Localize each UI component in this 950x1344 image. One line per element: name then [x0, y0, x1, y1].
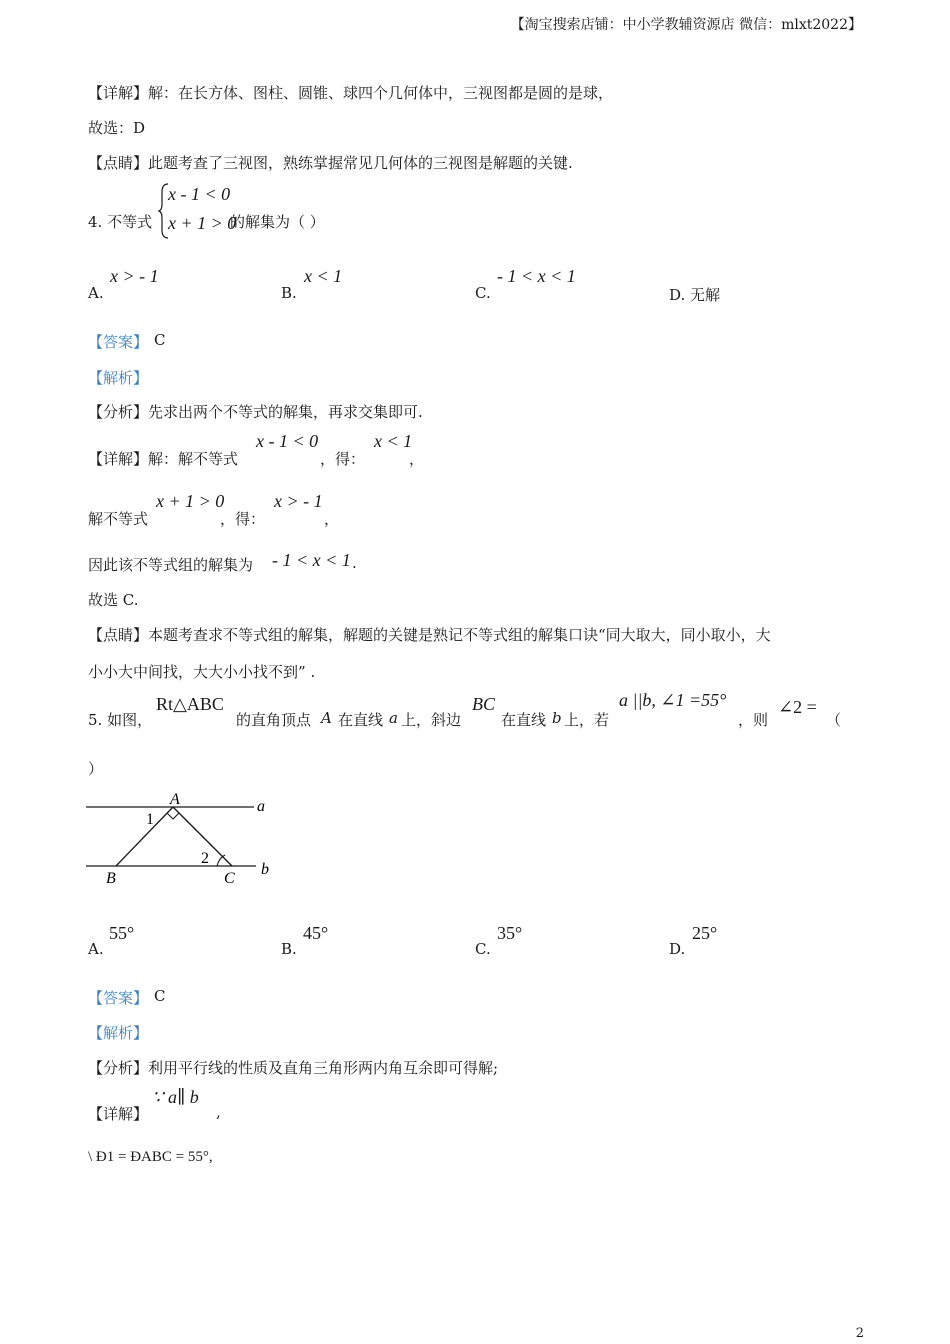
q5-detail-math: ∵ a∥ b	[152, 1087, 199, 1107]
angle-2-arc	[217, 855, 225, 866]
label-B: B	[106, 870, 116, 887]
label-a: a	[257, 798, 265, 815]
system-ineq-2: x + 1 > 0	[168, 213, 237, 233]
q5-detail-pre: 【详解】	[88, 1105, 149, 1123]
q5-option-b-label: B.	[281, 940, 297, 958]
q5-analysis: 【分析】利用平行线的性质及直角三角形两内角互余即可得解;	[88, 1059, 499, 1077]
q4-detail2-mid: ，得：	[220, 510, 266, 528]
q5-t3: 上，斜边	[401, 711, 462, 729]
q4-stem-number: 4. 不等式	[88, 213, 153, 231]
side-ab	[116, 807, 173, 866]
inequality-system	[158, 182, 238, 240]
label-b: b	[261, 861, 269, 878]
q5-t7: （	[826, 711, 842, 729]
q5-t6: ，则	[738, 711, 769, 729]
q4-option-b-math: x < 1	[304, 266, 343, 286]
q4-comment-1: 【点睛】本题考查求不等式组的解集，解题的关键是熟记不等式组的解集口诀“同大取大，同小取小，大	[88, 626, 771, 644]
q5-m-rt: Rt△ABC	[156, 694, 224, 714]
q5-option-b-math: 45°	[303, 923, 329, 943]
q5-option-a-label: A.	[88, 940, 104, 958]
triangle-figure	[80, 788, 280, 890]
q4-option-a-label: A.	[88, 284, 104, 302]
q3-choice: 故选：D	[88, 119, 146, 137]
q4-detail1-m2: x < 1	[374, 431, 413, 451]
q5-analysis-tag: 【解析】	[88, 1024, 149, 1042]
q4-detail3-pre: 因此该不等式组的解集为	[88, 556, 254, 574]
q5-answer: C	[154, 987, 166, 1005]
q5-option-c-label: C.	[475, 940, 491, 958]
q4-analysis-tag: 【解析】	[88, 369, 149, 387]
q5-t2: 在直线	[338, 711, 384, 729]
q4-option-b-label: B.	[281, 284, 297, 302]
q5-m-cond: a ||b, ∠1 =55°	[619, 690, 727, 710]
q5-m-BC: BC	[472, 694, 496, 714]
q5-option-c-math: 35°	[497, 923, 523, 943]
q4-option-d-label: D. 无解	[669, 286, 721, 304]
label-2: 2	[201, 850, 209, 867]
q4-detail2-post: ，	[324, 510, 340, 528]
q4-answer: C	[154, 331, 166, 349]
q4-analysis: 【分析】先求出两个不等式的解集，再求交集即可.	[88, 403, 423, 421]
q5-detail-post: ,	[216, 1103, 221, 1121]
q5-answer-tag: 【答案】	[88, 989, 149, 1007]
q4-detail1-pre: 【详解】解：解不等式	[88, 450, 239, 468]
system-ineq-1: x - 1 < 0	[168, 184, 231, 204]
q4-detail1-mid: ，得：	[320, 450, 366, 468]
page-header: 【淘宝搜索店铺：中小学教辅资源店 微信：mlxt2022】	[510, 17, 862, 33]
q5-m-q: ∠2 =	[778, 697, 817, 717]
q5-proof-line: \ Ð1 = ÐABC = 55°,	[88, 1149, 213, 1165]
q4-detail2-pre: 解不等式	[88, 510, 149, 528]
q4-detail3-post: .	[352, 554, 357, 572]
q4-detail2-m2: x > - 1	[274, 491, 323, 511]
label-1: 1	[146, 811, 154, 828]
q4-choice: 故选 C.	[88, 591, 139, 609]
q5-t1: 的直角顶点	[236, 711, 312, 729]
q4-answer-tag: 【答案】	[88, 333, 149, 351]
q4-option-c-label: C.	[475, 284, 491, 302]
q5-t5: 上，若	[564, 711, 610, 729]
q5-m-b: b	[552, 709, 562, 727]
q4-detail1-m1: x - 1 < 0	[256, 431, 319, 451]
q5-t4: 在直线	[501, 711, 547, 729]
q5-stem-number: 5. 如图，	[88, 711, 153, 729]
q5-option-d-math: 25°	[692, 923, 718, 943]
right-angle-mark	[167, 813, 179, 819]
label-A: A	[170, 791, 180, 808]
q5-m-A: A	[321, 709, 332, 727]
q5-option-d-label: D.	[669, 940, 686, 958]
q4-detail2-m1: x + 1 > 0	[156, 491, 225, 511]
q4-detail3-m: - 1 < x < 1	[272, 550, 351, 570]
q3-detail: 【详解】解：在长方体、图柱、圆锥、球四个几何体中，三视图都是圆的是球，	[88, 84, 614, 102]
q5-option-a-math: 55°	[109, 923, 135, 943]
q4-stem-tail: 的解集为（ ）	[230, 213, 325, 231]
q5-t8: ）	[88, 760, 104, 778]
q5-m-a: a	[389, 709, 398, 727]
q3-comment: 【点睛】此题考查了三视图，熟练掌握常见几何体的三视图是解题的关键.	[88, 154, 573, 172]
q4-comment-2: 小小大中间找，大大小小找不到” .	[88, 663, 316, 681]
q4-option-a-math: x > - 1	[110, 266, 159, 286]
label-C: C	[224, 870, 235, 887]
q4-option-c-math: - 1 < x < 1	[497, 266, 576, 286]
q4-detail1-post: ，	[409, 450, 425, 468]
page-number: 2	[855, 1326, 864, 1341]
